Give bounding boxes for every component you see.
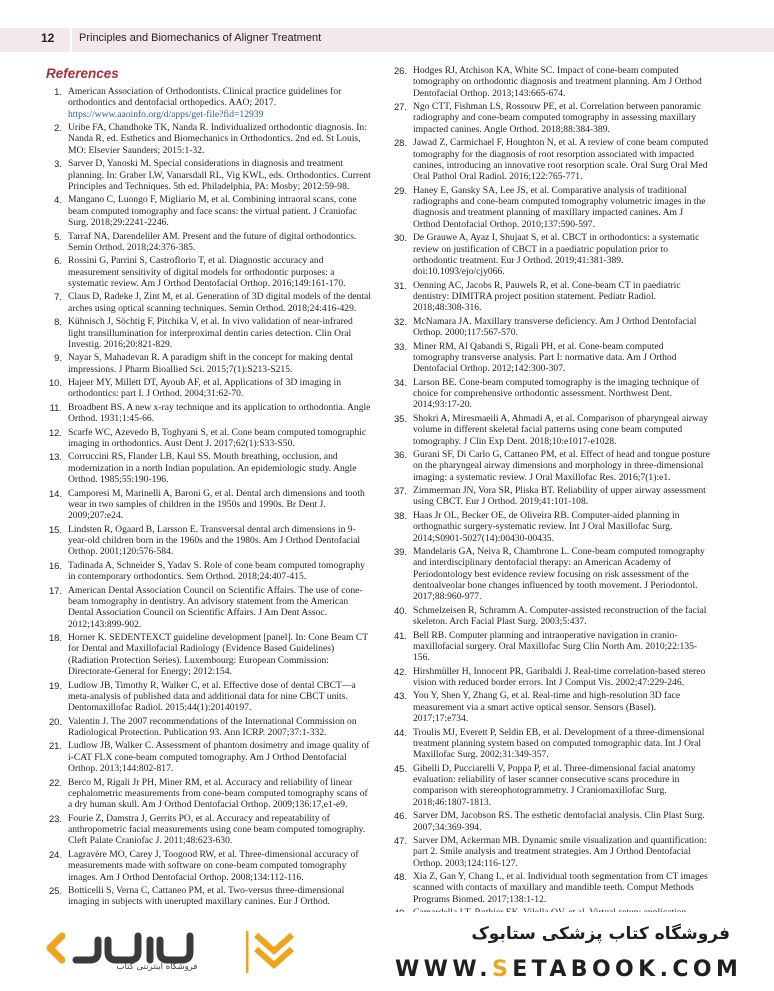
reference-number: 31. — [393, 279, 407, 291]
reference-text — [413, 871, 710, 905]
reference-text — [68, 86, 372, 120]
reference-text — [68, 194, 372, 228]
reference-text — [413, 485, 710, 508]
reference-citation: Sarver DM, Jacobson RS. The esthetic dentofacial analysis. Clin Plast Surg. 2007;34:369-394. — [413, 810, 705, 833]
reference-item — [385, 510, 710, 544]
reference-text — [413, 810, 710, 833]
reference-number: 23. — [48, 812, 62, 824]
reference-number: 33. — [393, 340, 407, 352]
reference-item — [40, 231, 372, 254]
reference-text — [413, 137, 710, 182]
reference-text — [68, 632, 372, 677]
running-title: Principles and Biomechanics of Aligner Treatment — [79, 32, 322, 44]
reference-number: 39. — [393, 545, 407, 557]
reference-number: 29. — [393, 184, 407, 196]
reference-item — [40, 377, 372, 400]
reference-number: 12. — [48, 426, 62, 438]
reference-number: 13. — [48, 451, 62, 463]
reference-number: 38. — [393, 509, 407, 521]
reference-number: 35. — [393, 412, 407, 424]
reference-item — [385, 185, 710, 230]
url-middle: E — [512, 957, 532, 982]
reference-item — [385, 690, 710, 724]
reference-text — [413, 666, 710, 689]
reference-item — [40, 255, 372, 289]
reference-item — [385, 727, 710, 761]
reference-item — [40, 451, 372, 485]
reference-number: 14. — [48, 487, 62, 499]
reference-citation: Sarver DM, Ackerman MB. Dynamic smile visualization and quantification: part 2. Smile analysis and treatment strategies. Am J Orthod Dentofacial Orthop. 2003;124:116-127. — [413, 834, 707, 869]
reference-text — [68, 716, 372, 739]
reference-text — [413, 280, 710, 314]
reference-citation: You Y, Shen Y, Zhang G, et al. Real-time and high-resolution 3D face measurement via a smart active optical sensor. Sensors (Basel). 2017;17:e734. — [413, 690, 681, 725]
reference-citation: Troulis MJ, Everett P, Seldin EB, et al. Development of a three-dimensional treatment planning system based on computed tomographic data. Int J Oral Maxillofac Surg. 2002;31:349-357. — [413, 726, 705, 761]
reference-text — [68, 377, 372, 400]
reference-item — [385, 810, 710, 833]
reference-item — [385, 377, 710, 411]
reference-item — [40, 291, 372, 314]
reference-number: 2. — [54, 122, 62, 134]
reference-citation: Broadbent BS. A new x-ray technique and its application to orthodontia. Angle Orthod. 1931;1:45-66. — [68, 401, 371, 425]
reference-number: 34. — [393, 376, 407, 388]
reference-item — [40, 585, 372, 630]
reference-number: 25. — [48, 884, 62, 896]
reference-item — [385, 65, 710, 99]
reference-text — [68, 231, 372, 254]
reference-text — [413, 377, 710, 411]
page-header — [0, 0, 774, 74]
reference-text — [68, 451, 372, 485]
reference-citation: Lindsten R, Ogaard B, Larsson E. Transversal dental arch dimensions in 9-year-old children born in the 1960s and the 1980s. Am J Orthod Dentofacial Orthop. 2001;120:576-584. — [68, 523, 361, 558]
reference-text — [413, 546, 710, 603]
reference-number: 42. — [393, 665, 407, 677]
reference-text — [413, 413, 710, 447]
reference-number: 46. — [393, 810, 407, 822]
reference-citation: Botticelli S, Verna C, Cattaneo PM, et al. Two-versus three-dimensional imaging in subjects with unerupted maxillary canines. Eur J Orthod. — [68, 884, 345, 908]
reference-item — [385, 666, 710, 689]
reference-citation: Hodges RJ, Atchison KA, White SC. Impact of cone-beam computed tomography on orthodontic diagnosis and treatment planning. Am J Orthod Dentofacial Orthop. 2013;143:665-674. — [413, 65, 702, 99]
reference-item — [40, 402, 372, 425]
reference-item — [385, 485, 710, 508]
reference-item — [385, 605, 710, 628]
reference-citation: De Grauwe A, Ayaz I, Shujaat S, et al. CBCT in orthodontics: a systematic review on justification of CBCT in a paediatric population prior to orthodontic treatment. Eur J Orthod. 2019;41:381-389. doi:10.1093/ejo/cjy066. — [413, 232, 700, 278]
reference-citation: Zimmerman JN, Vora SR, Pliska BT. Reliability of upper airway assessment using CBCT. Eur J Orthod. 2019;41:101-108. — [413, 485, 706, 508]
reference-citation: Ludlow JB, Timothy R, Walker C, et al. Effective dose of dental CBCT—a meta-analysis of published data and additional data for nine CBCT units. Dentomaxillofac Radiol. 2015;44(1):20140197. — [68, 679, 356, 714]
reference-item — [385, 280, 710, 314]
reference-item — [385, 316, 710, 339]
reference-number: 27. — [393, 101, 407, 113]
reference-citation: Gurani SF, Di Carlo G, Cattaneo PM, et al. Effect of head and tongue posture on the pharyngeal airway dimensions and morphology in three-dimensional imaging: a systematic review. J Oral Maxillofac Res. 2016;7(1):e1. — [413, 448, 710, 483]
reference-citation: Lagravère MO, Carey J, Toogood RW, et al. Three-dimensional accuracy of measurements made with software on cone-beam computed tomography images. Am J Orthod Dentofacial Orthop. 2008;134:112-116. — [68, 848, 359, 883]
reference-citation: Oenning AC, Jacobs R, Pauwels R, et al. Cone-beam CT in paediatric dentistry: DIMITRA project position statement. Pediatr Radiol. 2018;48:308-316. — [413, 279, 681, 314]
reference-citation: Ngo CTT, Fishman LS, Rossouw PE, et al. Correlation between panoramic radiography and cone-beam computed tomography in assessing maxillary impacted canines. Angle Orthod. 2018;88:384-389. — [413, 101, 702, 135]
references-column-left — [40, 86, 372, 910]
reference-text — [413, 727, 710, 761]
reference-text — [68, 158, 372, 192]
reference-citation: Claus D, Radeke J, Zint M, et al. Generation of 3D digital models of the dental arches using optical scanning techniques. Semin Orthod. 2018;24:416-429. — [68, 291, 371, 314]
reference-item — [40, 632, 372, 677]
reference-text — [413, 185, 710, 230]
reference-text — [68, 585, 372, 630]
reference-text — [68, 813, 372, 847]
reference-number: 20. — [48, 715, 62, 727]
reference-link[interactable]: https://www.aaoinfo.org/d/apps/get-file?fid=12939 — [68, 108, 264, 120]
reference-number: 6. — [54, 255, 62, 267]
reference-citation: Fourie Z, Damstra J, Gerrits PO, et al. Accuracy and repeatability of anthropometric facial measurements using cone beam computed tomography. Cleft Palate Craniofac J. 2011;48:623-630. — [68, 812, 366, 847]
reference-item — [40, 849, 372, 883]
references-column-right — [385, 65, 710, 921]
reference-citation: McNamara JA. Maxillary transverse deficiency. Am J Orthod Dentofacial Orthop. 2000;117:567-570. — [413, 315, 697, 339]
reference-number: 16. — [48, 559, 62, 571]
reference-text — [413, 690, 710, 724]
reference-item — [385, 137, 710, 182]
reference-number: 41. — [393, 629, 407, 641]
reference-text — [413, 630, 710, 664]
reference-text — [68, 680, 372, 714]
reference-number: 44. — [393, 726, 407, 738]
reference-text — [413, 449, 710, 483]
reference-citation: Bell RB. Computer planning and intraoperative navigation in cranio-maxillofacial surgery. Oral Maxillofac Surg Clin North Am. 2010;22:135-156. — [413, 629, 698, 664]
logo-tagline: فروشگاه اینترنتی کتاب — [116, 962, 198, 972]
url-prefix: WWW. — [395, 957, 492, 982]
reference-item — [385, 101, 710, 135]
reference-number: 4. — [54, 194, 62, 206]
reference-text — [68, 560, 372, 583]
reference-number: 45. — [393, 762, 407, 774]
reference-number: 3. — [54, 158, 62, 170]
reference-citation: Berco M, Rigali Jr PH, Miner RM, et al. Accuracy and reliability of linear cephalometric measurements from cone-beam computed tomography scans of a dry human skull. Am J Orthod Dentofacial Orthop. 2009;136:17,e1-e9. — [68, 776, 368, 811]
reference-item — [40, 813, 372, 847]
reference-item — [385, 763, 710, 808]
reference-item — [40, 352, 372, 375]
reference-item — [40, 316, 372, 350]
reference-number: 47. — [393, 834, 407, 846]
reference-text — [413, 316, 710, 339]
reference-citation: Sarver D, Yanoski M. Special considerations in diagnosis and treatment planning. In: Graber LW, Vanarsdall RL, Vig KWL, eds. Orthodontics. Current Principles and Techniques. 5th ed. Philadelphia, PA: Mosby; 2012:59-98. — [68, 158, 371, 192]
reference-number: 10. — [48, 377, 62, 389]
reference-number: 19. — [48, 679, 62, 691]
reference-item — [40, 560, 372, 583]
setabook-logo — [40, 926, 270, 978]
reference-item — [40, 716, 372, 739]
reference-item — [40, 777, 372, 811]
reference-text — [68, 352, 372, 375]
reference-citation: Gibelli D, Pucciarelli V, Poppa P, et al. Three-dimensional facial anatomy evaluation: reliability of laser scanner consecutive scans procedure in comparison with stereophotogrammetry. J Craniomaxillofac Surg. 2018;46:1807-1813. — [413, 762, 696, 808]
reference-citation: Horner K. SEDENTEXCT guideline development [panel]. In: Cone Beam CT for Dental and Maxillofacial Radiology (Evidence Based Guidelines) (Radiation Protection Series). Luxembourg: European Commission: Directorate-General for Energy; 2012:154. — [68, 632, 368, 678]
reference-text — [68, 849, 372, 883]
reference-citation: American Association of Orthodontists. Clinical practice guidelines for orthodontics and dentofacial orthopedics. AAO; 2017. — [68, 86, 342, 109]
reference-text — [68, 122, 372, 156]
reference-number: 17. — [48, 584, 62, 596]
reference-number: 15. — [48, 523, 62, 535]
reference-number: 5. — [54, 230, 62, 242]
reference-item — [385, 546, 710, 603]
reference-text — [413, 101, 710, 135]
reference-citation: Corruccini RS, Flander LB, Kaul SS. Mouth breathing, occlusion, and modernization in a north Indian population. An epidemiologic study. Angle Orthod. 1985;55:190-196. — [68, 451, 357, 486]
reference-item — [385, 630, 710, 664]
reference-item — [385, 413, 710, 447]
reference-citation: Tadinada A, Schneider S, Yadav S. Role of cone beam computed tomography in contemporary orthodontics. Sem Orthod. 2018;24:407-415. — [68, 559, 365, 583]
reference-text — [413, 341, 710, 375]
reference-item — [385, 835, 710, 869]
reference-number: 36. — [393, 448, 407, 460]
reference-item — [40, 740, 372, 774]
reference-text — [68, 488, 372, 522]
reference-citation: Mandelaris GA, Neiva R, Chambrone L. Cone-beam computed tomography and interdisciplinary dentofacial therapy: an American Academy of Periodontology best evidence review focusing on risk assessment of the dentoalveolar bone changes influenced by tooth movement. J Periodontol. 2017;88:960-977. — [413, 545, 705, 603]
reference-citation: Kühnisch J, Söchtig F, Pitchika V, et al. In vivo validation of near-infrared light transillumination for interproximal dentin caries detection. Clin Oral Investig. 2016;20:821-829. — [68, 316, 353, 350]
reference-text — [413, 835, 710, 869]
reference-citation: Hajeer MY, Millett DT, Ayoub AF, et al. Applications of 3D imaging in orthodontics: part I. J Orthod. 2004;31:62-70. — [68, 377, 341, 400]
store-name: فروشگاه کتاب پزشکی ستابوک — [471, 924, 730, 944]
reference-citation: Shokri A, Miresmaeili A, Ahmadi A, et al. Comparison of pharyngeal airway volume in different skeletal facial patterns using cone beam computed tomography. J Clin Exp Dent. 2018;10:e1017-e1028. — [413, 412, 708, 447]
reference-text — [68, 427, 372, 450]
reference-citation: American Dental Association Council on Scientific Affairs. The use of cone-beam tomography in dentistry. An advisory statement from the American Dental Association Council on Scientific Affairs. J Am Dent Assoc. 2012;143:899-902. — [68, 584, 363, 630]
reference-number: 32. — [393, 315, 407, 327]
reference-item — [40, 427, 372, 450]
reference-number: 9. — [54, 352, 62, 364]
reference-number: 22. — [48, 776, 62, 788]
reference-citation: Mangano C, Luongo F, Migliario M, et al. Combining intraoral scans, cone beam computed tomography and face scans: the virtual patient. J Craniofac Surg. 2018;29:2241-2246. — [68, 194, 358, 229]
reference-number: 37. — [393, 485, 407, 497]
reference-text — [413, 510, 710, 544]
reference-citation: Ludlow JB, Walker C. Assessment of phantom dosimetry and image quality of i-CAT FLX cone-beam computed tomography. Am J Orthod Dentofacial Orthop. 2013;144:802-817. — [68, 740, 370, 775]
reference-number: 24. — [48, 848, 62, 860]
reference-text — [68, 524, 372, 558]
reference-number: 18. — [48, 632, 62, 644]
references-heading: References — [46, 66, 119, 81]
page-number: 12 — [41, 31, 55, 45]
reference-citation: Valentin J. The 2007 recommendations of the International Commission on Radiological Protection. Publication 93. Ann ICRP. 2007;37:1-332. — [68, 715, 357, 738]
reference-number: 43. — [393, 690, 407, 702]
reference-item — [40, 122, 372, 156]
reference-item — [40, 86, 372, 120]
reference-text — [68, 740, 372, 774]
reference-number: 8. — [54, 316, 62, 328]
reference-text — [68, 777, 372, 811]
header-divider — [70, 28, 72, 52]
reference-item — [385, 232, 710, 277]
reference-text — [68, 291, 372, 314]
reference-text — [413, 232, 710, 277]
reference-text — [413, 763, 710, 808]
reference-item — [40, 158, 372, 192]
reference-text — [413, 605, 710, 628]
reference-citation: Rossini G, Parrini S, Castroflorio T, et al. Diagnostic accuracy and measurement sensitivity of digital models for orthodontic purposes: a systematic review. Am J Orthod Dentofacial Orthop. 2016;149:161-170. — [68, 255, 346, 289]
reference-citation: Nayar S, Mahadevan R. A paradigm shift in the concept for making dental impressions. J Pharm Bioallied Sci. 2015;7(1):S213-S215. — [68, 352, 354, 375]
reference-text — [68, 885, 372, 908]
reference-item — [40, 885, 372, 908]
store-url — [395, 957, 742, 982]
reference-item — [40, 680, 372, 714]
reference-citation: Camporesi M, Marinelli A, Baroni G, et al. Dental arch dimensions and tooth wear in two samples of children in the 1950s and 1990s. Br Dent J. 2009;207:e24. — [68, 487, 365, 522]
reference-citation: Haney E, Gansky SA, Lee JS, et al. Comparative analysis of traditional radiographs and cone-beam computed tomography volumetric images in the diagnosis and treatment planning of maxillary impacted canines. Am J Orthod Dentofacial Orthop. 2010;137:590-597. — [413, 184, 706, 230]
reference-number: 30. — [393, 232, 407, 244]
reference-citation: Larson BE. Cone-beam computed tomography is the imaging technique of choice for comprehensive orthodontic assessment. Northwest Dent. 2014;93:17-20. — [413, 376, 700, 411]
url-highlight: S — [491, 957, 513, 982]
reference-number: 48. — [393, 871, 407, 883]
reference-text — [68, 316, 372, 350]
reference-item — [385, 871, 710, 905]
reference-number: 28. — [393, 137, 407, 149]
reference-item — [40, 524, 372, 558]
reference-text — [68, 402, 372, 425]
reference-item — [40, 488, 372, 522]
reference-citation: Tarraf NA, Darendeliler AM. Present and the future of digital orthodontics. Semin Orthod. 2018;24:376-385. — [68, 230, 357, 253]
publisher-footer — [0, 912, 774, 991]
reference-citation: Uribe FA, Chandhoke TK, Nanda R. Individualized orthodontic diagnosis. In: Nanda R, ed. Esthetics and Biomechanics in Orthodontics. 2nd ed. St Louis, MO: Elsevier Saunders; 2015:1-32. — [68, 122, 367, 156]
reference-citation: Schmelzeisen R, Schramm A. Computer-assisted reconstruction of the facial skeleton. Arch Facial Plast Surg. 2003;5:437. — [413, 604, 707, 628]
reference-number: 21. — [48, 740, 62, 752]
reference-number: 7. — [54, 291, 62, 303]
reference-citation: Miner RM, Al Qabandi S, Rigali PH, et al. Cone-beam computed tomography transverse analysis. Part I: normative data. Am J Orthod Dentofacial Orthop. 2012;142:300-307. — [413, 340, 677, 375]
reference-citation: Haas Jr OL, Becker OE, de Oliveira RB. Computer-aided planning in orthognathic surgery-systematic review. Int J Oral Maxillofac Surg. 2014;S0901-5027(14):00430-00435. — [413, 509, 680, 544]
reference-item — [385, 449, 710, 483]
reference-citation: Hirshmüller H, Innocent PR, Garibaldi J. Real-time correlation-based stereo vision with reduced border errors. Int J Comput Vis. 2002;47:229-246. — [413, 665, 706, 689]
reference-text — [413, 65, 710, 99]
reference-number: 1. — [54, 86, 62, 97]
reference-citation: Jawad Z, Carmichael F, Houghton N, et al. A review of cone beam computed tomography for the diagnosis of root resorption associated with impacted canines, introducing an innovative root resorption scale. Oral Surg Oral Med Oral Pathol Oral Radiol. 2016;122:765-771. — [413, 137, 709, 183]
reference-number: 11. — [49, 401, 62, 413]
url-suffix: TABOOK.COM — [531, 957, 743, 982]
reference-text — [68, 255, 372, 289]
reference-item — [385, 341, 710, 375]
reference-number: 40. — [393, 604, 407, 616]
chevron-down-icon — [242, 929, 296, 975]
reference-citation: Xia Z, Gan Y, Chang L, et al. Individual tooth segmentation from CT images scanned with contacts of maxillary and mandible teeth. Comput Methods Programs Biomed. 2017;138:1-12. — [413, 871, 708, 905]
reference-item — [40, 194, 372, 228]
reference-citation: Scarfe WC, Azevedo B, Toghyani S, et al. Cone beam computed tomographic imaging in orthodontics. Aust Dent J. 2017;62(1):S33-S50. — [68, 426, 367, 449]
reference-number: 26. — [393, 65, 407, 76]
